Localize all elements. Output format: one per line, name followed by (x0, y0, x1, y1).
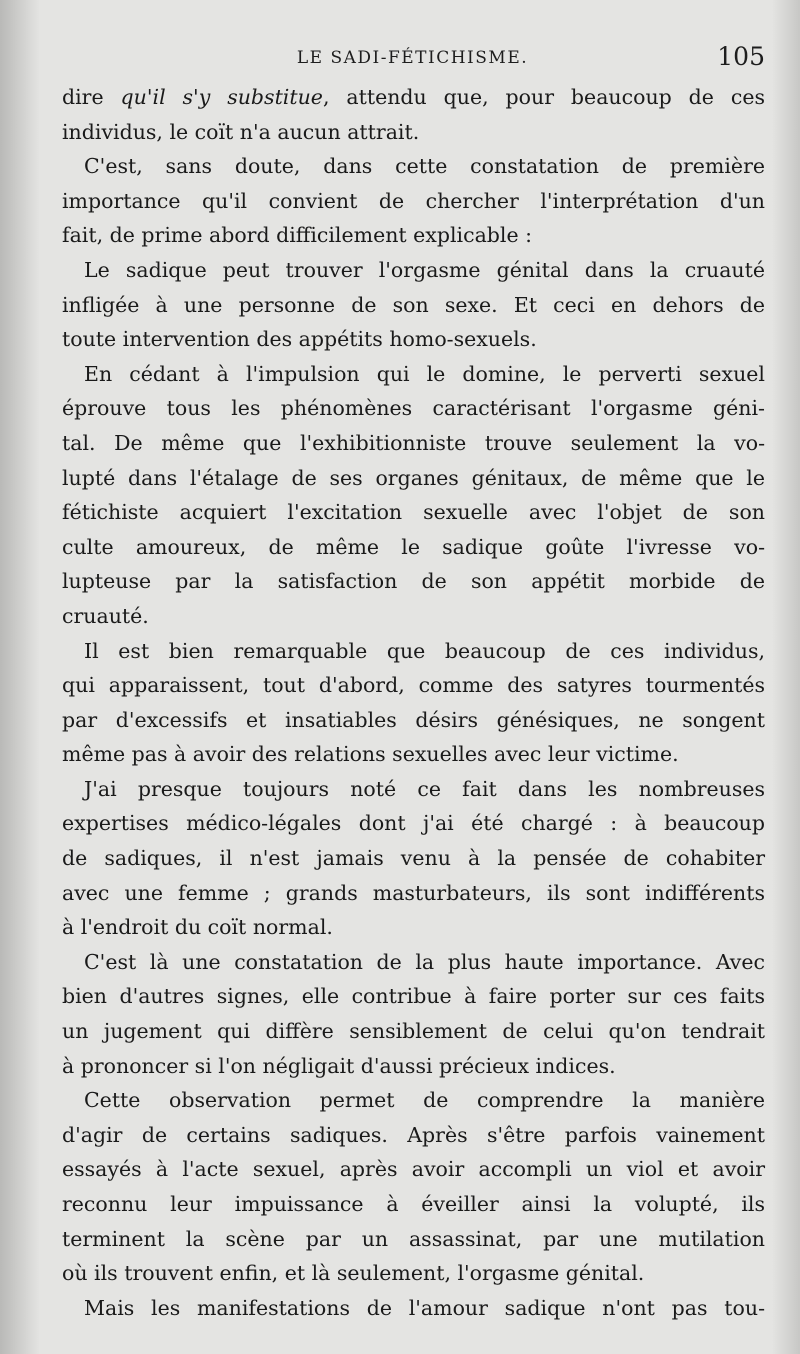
text-line: culte amoureux, de même le sadique goûte l'ivresse vo- (62, 534, 765, 559)
paragraph-first-line: Cette observation permet de comprendre la manière (84, 1088, 765, 1113)
paragraph-first-line: Il est bien remarquable que beaucoup de ces individus, (84, 638, 765, 663)
text-line: reconnu leur impuissance à éveiller ainsi la volupté, ils (62, 1192, 765, 1216)
text-line: par d'excessifs et insatiables désirs génésiques, ne songent (62, 707, 765, 732)
text-line: lupté dans l'étalage de ses organes génitaux, de même que le (62, 465, 765, 490)
text-line: essayés à l'acte sexuel, après avoir accompli un viol et avoir (62, 1157, 765, 1182)
text-line: tal. De même que l'exhibitionniste trouve seulement la vo- (62, 430, 765, 455)
text-line: terminent la scène par un assassinat, par une mutilation (62, 1226, 765, 1251)
page-number: 105 (717, 42, 765, 71)
text-line: importance qu'il convient de chercher l'interprétation d'un (62, 188, 765, 213)
page-header (60, 42, 765, 82)
text-line: fétichiste acquiert l'excitation sexuelle avec l'objet de son (62, 500, 765, 525)
text-line: éprouve tous les phénomènes caractérisant l'orgasme géni- (62, 396, 765, 421)
text-line: expertises médico-légales dont j'ai été chargé : à beaucoup (62, 811, 765, 836)
text-line: d'agir de certains sadiques. Après s'être parfois vainement (62, 1122, 765, 1147)
italic-phrase: qu'il s'y substitue (120, 85, 323, 109)
paragraph-first-line: En cédant à l'impulsion qui le domine, le perverti sexuel (84, 361, 765, 386)
running-head: LE SADI-FÉTICHISME. (296, 48, 529, 68)
text-line: bien d'autres signes, elle contribue à faire porter sur ces faits (62, 984, 765, 1009)
text-line: dire qu'il s'y substitue, attendu que, pour beaucoup de ces (62, 85, 765, 109)
text-line: infligée à une personne de son sexe. Et ceci en dehors de (62, 292, 765, 317)
text-line: un jugement qui diffère sensiblement de celui qu'on tendrait (62, 1019, 765, 1044)
body-text (62, 80, 765, 1325)
text-line: avec une femme ; grands masturbateurs, ils sont indifférents (62, 880, 765, 905)
paragraph-first-line: Le sadique peut trouver l'orgasme génital dans la cruauté (84, 257, 765, 282)
paragraph-first-line: Mais les manifestations de l'amour sadique n'ont pas tou- (84, 1295, 765, 1320)
text-line: fait, de prime abord difficilement explicable : (62, 223, 533, 248)
text-line: individus, le coït n'a aucun attrait. (62, 119, 420, 144)
paragraph-first-line: C'est, sans doute, dans cette constatation de première (84, 154, 765, 179)
paragraph-first-line: J'ai presque toujours noté ce fait dans les nombreuses (84, 776, 765, 801)
text-line: à l'endroit du coït normal. (62, 915, 333, 940)
text-line: toute intervention des appétits homo-sexuels. (62, 327, 537, 352)
text-line: de sadiques, il n'est jamais venu à la pensée de cohabiter (62, 846, 765, 871)
paragraph-first-line: C'est là une constatation de la plus haute importance. Avec (84, 949, 765, 974)
text-line: à prononcer si l'on négligait d'aussi précieux indices. (62, 1053, 616, 1078)
text-line: où ils trouvent enfin, et là seulement, l'orgasme génital. (62, 1261, 645, 1286)
text-line: qui apparaissent, tout d'abord, comme des satyres tourmentés (62, 673, 765, 698)
text-line: même pas à avoir des relations sexuelles avec leur victime. (62, 742, 679, 767)
text-line: cruauté. (62, 603, 149, 628)
text-line: lupteuse par la satisfaction de son appétit morbide de (62, 569, 765, 594)
